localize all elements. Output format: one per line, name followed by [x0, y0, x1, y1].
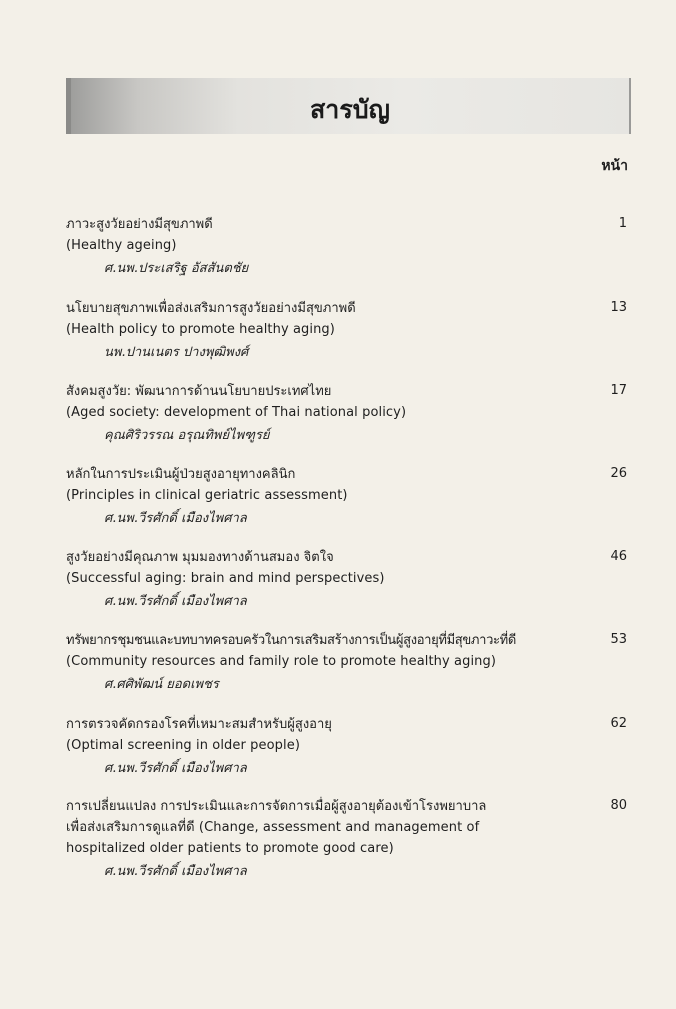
entry-author: ศ.นพ.วีรศักดิ์ เมืองไพศาล: [104, 864, 247, 879]
entry-english-title: (Optimal screening in older people): [66, 738, 301, 753]
entry-page-number: 26: [610, 466, 627, 481]
entry-english-title: (Principles in clinical geriatric assessment): [66, 488, 348, 503]
entry-english-title: (Healthy ageing): [66, 238, 177, 253]
entry-author: ศ.นพ.วีรศักดิ์ เมืองไพศาล: [104, 594, 247, 609]
entry-english-title: (Successful aging: brain and mind perspectives): [66, 571, 385, 586]
page-column-header: หน้า: [601, 158, 628, 174]
entry-author: นพ.ปานเนตร ปางพุฒิพงศ์: [104, 345, 249, 360]
entry-page-number: 53: [610, 632, 627, 647]
toc-entry[interactable]: [66, 464, 636, 530]
toc-entry[interactable]: [66, 298, 636, 364]
entry-page-number: 13: [610, 300, 627, 315]
entry-author: ศ.ศศิพัฒน์ ยอดเพชร: [104, 677, 219, 692]
entry-author: ศ.นพ.วีรศักดิ์ เมืองไพศาล: [104, 511, 247, 526]
entry-thai-title: สูงวัยอย่างมีคุณภาพ มุมมองทางด้านสมอง จิตใจ: [66, 550, 334, 565]
toc-entry[interactable]: [66, 630, 636, 696]
entry-english-title: (Community resources and family role to promote healthy aging): [66, 654, 497, 669]
entry-english-title-line-2: hospitalized older patients to promote good care): [66, 841, 394, 856]
entry-author: คุณศิริวรรณ อรุณทิพย์ไพฑูรย์: [104, 428, 270, 443]
entry-author: ศ.นพ.ประเสริฐ อัสสันตชัย: [104, 261, 249, 276]
entry-thai-title: ภาวะสูงวัยอย่างมีสุขภาพดี: [66, 217, 213, 232]
entry-page-number: 17: [610, 383, 627, 398]
toc-entry[interactable]: [66, 796, 636, 883]
entry-thai-title: สังคมสูงวัย: พัฒนาการด้านนโยบายประเทศไทย: [66, 384, 332, 399]
entry-page-number: 80: [610, 798, 627, 813]
entry-author: ศ.นพ.วีรศักดิ์ เมืองไพศาล: [104, 761, 247, 776]
title-band: [66, 78, 631, 134]
entry-thai-title: หลักในการประเมินผู้ป่วยสูงอายุทางคลินิก: [66, 467, 296, 482]
entry-thai-title: นโยบายสุขภาพเพื่อส่งเสริมการสูงวัยอย่างมีสุขภาพดี: [66, 301, 356, 316]
toc-entry[interactable]: [66, 547, 636, 613]
entry-page-number: 62: [610, 716, 627, 731]
entry-page-number: 46: [610, 549, 627, 564]
entry-thai-title: การตรวจคัดกรองโรคที่เหมาะสมสำหรับผู้สูงอายุ: [66, 717, 332, 732]
toc-entry[interactable]: [66, 214, 636, 280]
entry-english-title-line-1: เพื่อส่งเสริมการดูแลที่ดี (Change, assessment and management of: [66, 820, 480, 835]
page-title: สารบัญ: [310, 95, 390, 124]
entry-english-title: (Health policy to promote healthy aging): [66, 322, 335, 337]
entry-thai-title: การเปลี่ยนแปลง การประเมินและการจัดการเมื่อผู้สูงอายุต้องเข้าโรงพยาบาล: [66, 799, 487, 814]
entry-page-number: 1: [618, 216, 627, 231]
entry-english-title: (Aged society: development of Thai national policy): [66, 405, 407, 420]
toc-entry[interactable]: [66, 714, 636, 780]
toc-entry[interactable]: [66, 381, 636, 447]
entry-thai-title: ทรัพยากรชุมชนและบทบาทครอบครัวในการเสริมสร้างการเป็นผู้สูงอายุที่มีสุขภาวะที่ดี: [66, 633, 516, 648]
